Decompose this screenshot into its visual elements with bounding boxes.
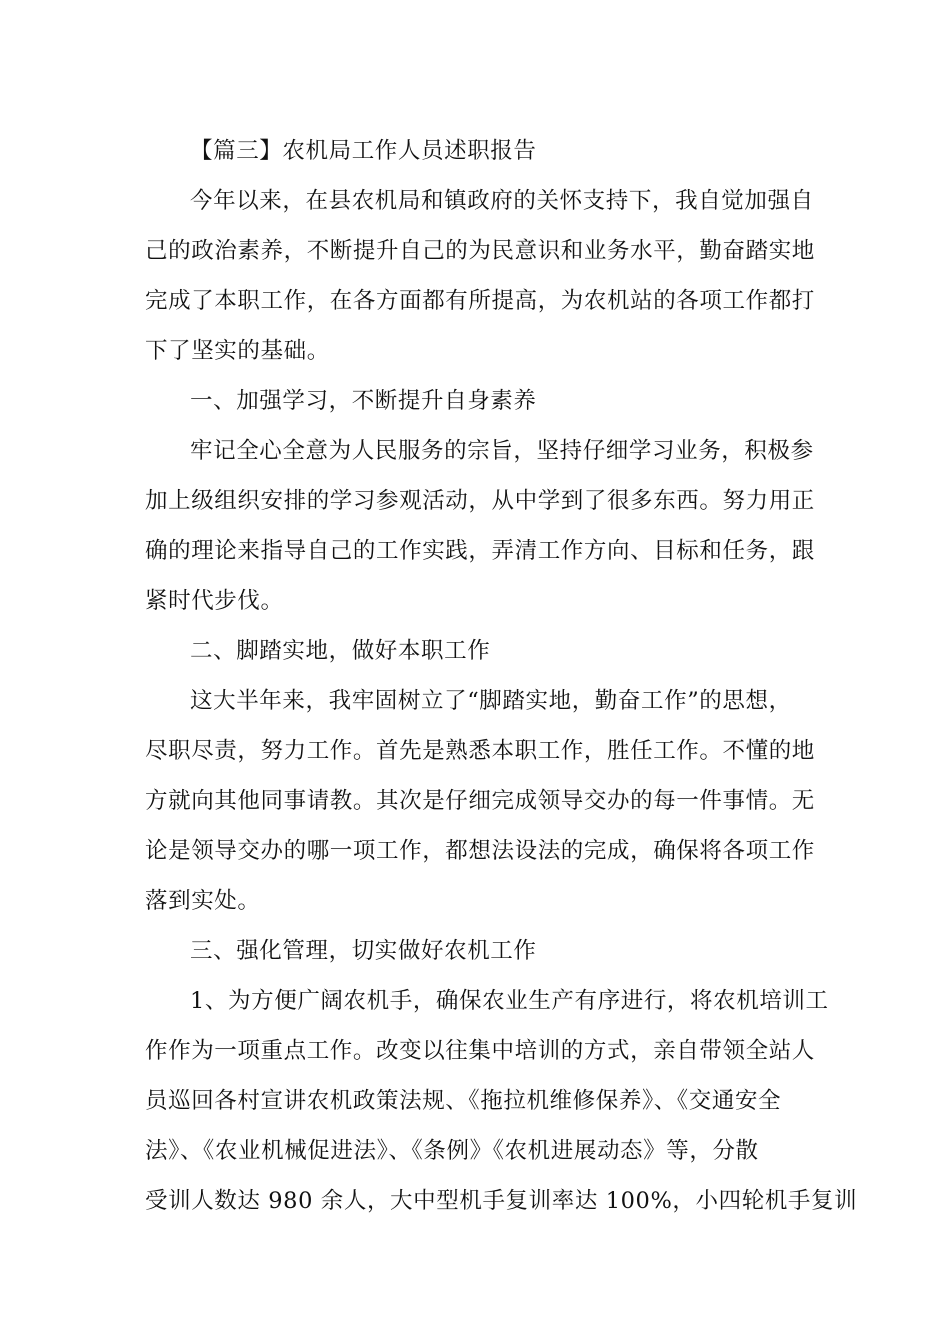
paragraph-line: 今年以来，在县农机局和镇政府的关怀支持下，我自觉加强自 <box>190 188 814 214</box>
paragraph-line: 员巡回各村宣讲农机政策法规、《拖拉机维修保养》、《交通安全 <box>145 1088 782 1114</box>
paragraph-line: 确的理论来指导自己的工作实践，弄清工作方向、目标和任务，跟 <box>145 538 815 564</box>
paragraph-line: 己的政治素养，不断提升自己的为民意识和业务水平，勤奋踏实地 <box>145 238 815 264</box>
paragraph-line: 完成了本职工作，在各方面都有所提高，为农机站的各项工作都打 <box>145 288 815 314</box>
paragraph-line: 落到实处。 <box>145 888 261 914</box>
paragraph-line: 牢记全心全意为人民服务的宗旨，坚持仔细学习业务，积极参 <box>190 438 814 464</box>
paragraph-line: 方就向其他同事请教。其次是仔细完成领导交办的每一件事情。无 <box>145 788 815 814</box>
paragraph-line: 尽职尽责，努力工作。首先是熟悉本职工作，胜任工作。不懂的地 <box>145 738 815 764</box>
paragraph-line: 1、为方便广阔农机手，确保农业生产有序进行，将农机培训工 <box>190 988 829 1014</box>
paragraph-line: 受训人数达 980 余人，大中型机手复训率达 100%，小四轮机手复训 <box>145 1188 858 1214</box>
paragraph-line: 加上级组织安排的学习参观活动，从中学到了很多东西。努力用正 <box>145 488 815 514</box>
paragraph-line: 论是领导交办的哪一项工作，都想法设法的完成，确保将各项工作 <box>145 838 815 864</box>
paragraph-line: 作作为一项重点工作。改变以往集中培训的方式，亲自带领全站人 <box>145 1038 815 1064</box>
paragraph-line: 法》、《农业机械促进法》、《条例》《农机进展动态》等，分散 <box>145 1138 759 1164</box>
section-heading: 一、加强学习，不断提升自身素养 <box>190 388 537 414</box>
section-heading: 二、脚踏实地，做好本职工作 <box>190 638 491 664</box>
section-heading: 三、强化管理，切实做好农机工作 <box>190 938 537 964</box>
paragraph-line: 这大半年来，我牢固树立了“脚踏实地，勤奋工作”的思想， <box>190 688 792 714</box>
paragraph-line: 下了坚实的基础。 <box>145 338 330 364</box>
paragraph-line: 紧时代步伐。 <box>145 588 284 614</box>
document-title: 【篇三】农机局工作人员述职报告 <box>190 138 537 164</box>
